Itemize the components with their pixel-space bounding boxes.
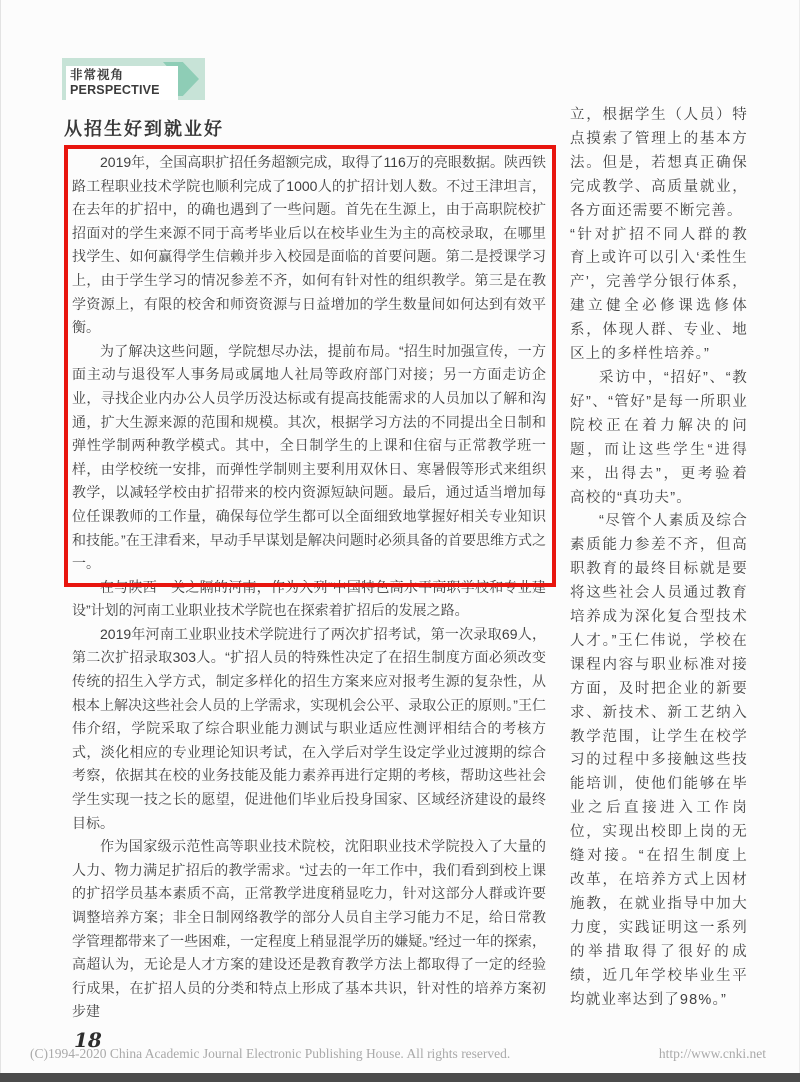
paragraph: 作为国家级示范性高等职业技术院校，沈阳职业技术学院投入了大量的人力、物力满足扩招后的教学需求。“过去的一年工作中，我们看到到校上课的扩招学员基本素质不高，正常教学进度稍显吃力，针对这部分人群或许要调整培养方案；非全日制网络教学的部分人员自主学习能力不足，给日常教学管理都带来了一些困难，一定程度上稍显混学历的嫌疑。”经过一年的探索，高超认为，无论是人才方案的建设还是教育教学方法上都取得了一定的经验行成果，在扩招人员的分类和特点上形成了基本共识，针对性的培养方案初步建 <box>72 838 546 1020</box>
paragraph: “尽管个人素质及综合素质能力参差不齐，但高职教育的最终目标就是要将这些社会人员通过教育培养成为深化复合型技术人才。”王仁伟说，学校在课程内容与职业标准对接方面，及时把企业的新要求、新技术、新工艺纳入教学范围，让学生在校学习的过程中多接触这些技能培训，使他们能够在毕业之后直接进入工作岗位，实现出校即上岗的无缝对接。“在招生制度上改革，在培养方式上因材施教，在就业指导中加大力度，实践证明这一系列的举措取得了很好的成绩，近几年学校毕业生平均就业率达到了98%。” <box>570 513 748 1008</box>
paragraph: 在与陕西一关之隔的河南，作为入列“中国特色高水平高职学校和专业建设”计划的河南工业职业技术学院也在探索着扩招后的发展之路。 <box>72 578 546 619</box>
footer-url: http://www.cnki.net <box>658 1046 766 1061</box>
article-title: 从招生好到就业好 <box>64 119 224 140</box>
paragraph: 立，根据学生（人员）特点摸索了管理上的基本方法。但是，若想真正确保完成教学、高质量就业，各方面还需要不断完善。 <box>570 107 748 219</box>
footer-copyright: (C)1994-2020 China Academic Journal Electronic Publishing House. All rights reserved. <box>30 1046 511 1061</box>
paragraph: 为了解决这些问题，学院想尽办法，提前布局。“招生时加强宣传，一方面主动与退役军人事务局或属地人社局等政府部门对接；另一方面走访企业，寻找企业内办公人员学历没达标或有提高技能需求的人员加以了解和沟通，扩大生源来源的范围和规模。其次，根据学习方法的不同提出全日制和弹性学制两种教学模式。其中，全日制学生的上课和住宿与正常教学班一样，由学校统一安排，而弹性学制则主要利用双休日、寒暑假等形式来组织教学，以减轻学校由扩招带来的校内资源短缺问题。最后，通过适当增加每位任课教师的工作量，确保每位学生都可以全面细致地掌握好相关专业知识和技能。”在王津看来，早动手早谋划是解决问题时必须具备的首要思维方式之一。 <box>72 342 546 572</box>
paragraph: 2019年，全国高职扩招任务超额完成，取得了116万的亮眼数据。陕西铁路工程职业技术学院也顺利完成了1000人的扩招计划人数。不过王津坦言，在去年的扩招中，的确也遇到了一些问题。首先在生源上，由于高职院校扩招面对的学生来源不同于高考毕业后以在校毕业生为主的高校录取，在哪里找学生、如何赢得学生信赖并步入校园是面临的首要问题。第二是授课学习上，由于学生学习的情况参差不齐，如何有针对性的组织教学。第三是在教学资源上，有限的校舍和师资资源与日益增加的学生数量间如何达到有效平衡。 <box>72 154 546 336</box>
bottom-scan-bar <box>0 1073 800 1082</box>
right-text-column <box>570 104 748 1012</box>
paragraph: 采访中，“招好”、“教好”、“管好”是每一所职业院校正在着力解决的问题，而让这些学生“进得来，出得去”，更考验着高校的“真功夫”。 <box>570 369 748 506</box>
left-text-column <box>72 151 546 1024</box>
section-title-english: PERSPECTIVE <box>70 83 160 97</box>
section-title-chinese: 非常视角 <box>70 68 125 82</box>
paragraph: 2019年河南工业职业技术学院进行了两次扩招考试，第一次录取69人，第二次扩招录取303人。“扩招人员的特殊性决定了在招生制度方面必须改变传统的招生入学方式，制定多样化的招生方案来应对报考生源的复杂性，从根本上解决这些社会人员的上学需求，实现机会公平、录取公正的原则。”王仁伟介绍，学院采取了综合职业能力测试与职业适应性测评相结合的考核方式，淡化相应的专业理论知识考试，在入学后对学生设定学业过渡期的综合考察，依据其在校的业务技能及能力素养再进行定期的考核，帮助这些社会学生实现一技之长的愿望，促进他们毕业后投身国家、区域经济建设的最终目标。 <box>72 625 546 831</box>
page-number: 18 <box>74 1028 102 1052</box>
section-badge-label <box>66 66 178 100</box>
paragraph: “针对扩招不同人群的教育上或许可以引入‘柔性生产’，完善学分银行体系，建立健全必修课选修体系，体现人群、专业、地区上的多样性培养。” <box>570 226 748 363</box>
section-badge <box>62 58 205 100</box>
